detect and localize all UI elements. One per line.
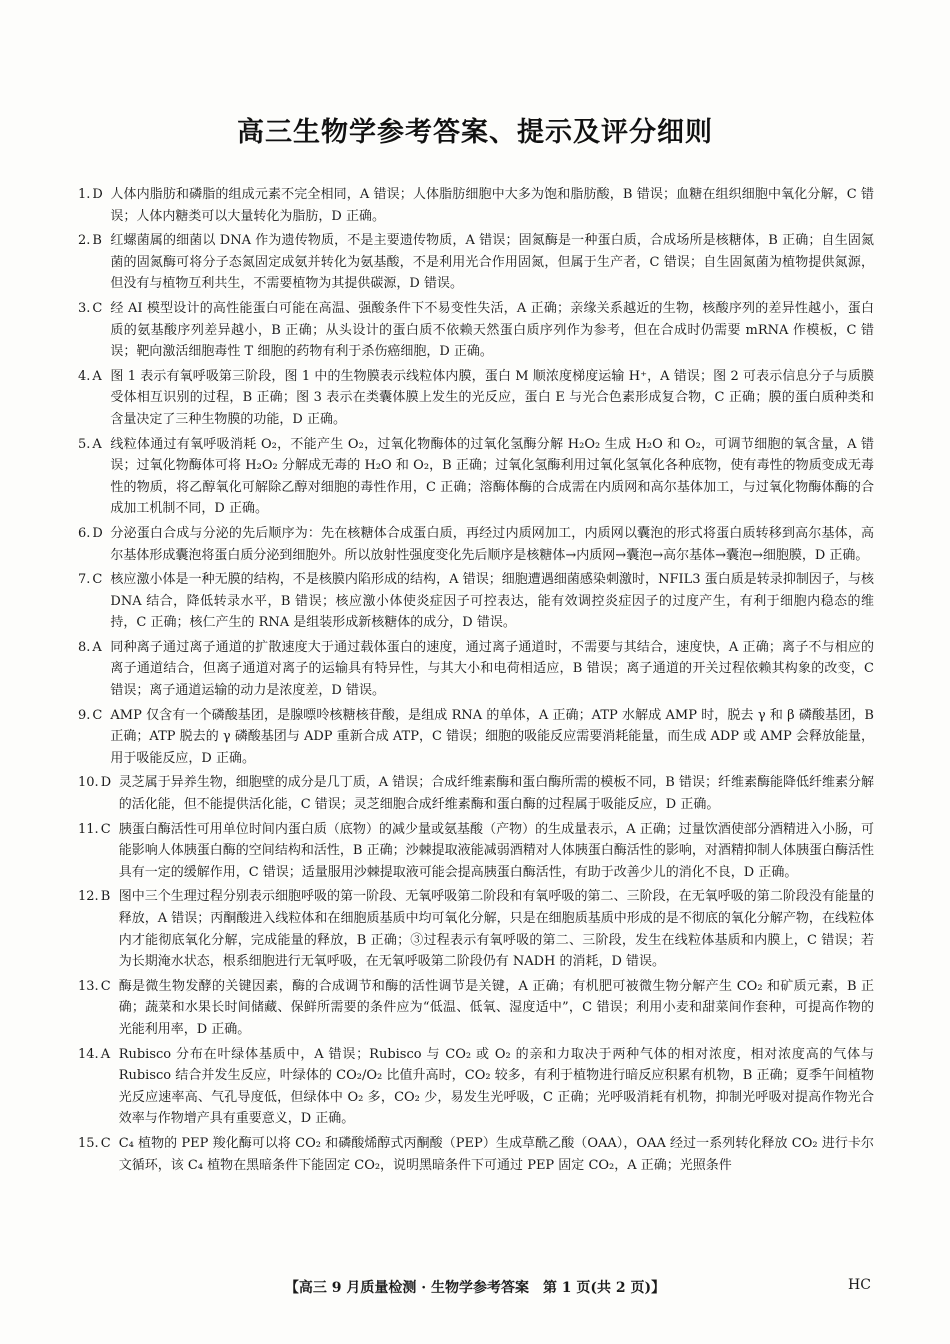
answer-letter: D bbox=[100, 775, 112, 791]
footer-page-info: 【高三 9 月质量检测 · 生物学参考答案 第 1 页(共 2 页)】 bbox=[284, 1280, 666, 1296]
answer-item bbox=[78, 772, 874, 815]
answer-explanation: 线粒体通过有氧呼吸消耗 O₂，不能产生 O₂，过氧化物酶体的过氧化氢酶分解 H₂O₂ 生成 H₂O 和 O₂，可调节细胞的氧含量，A 错误；过氧化物酶体可将 H₂O₂ 分解成无毒的 H₂O 和 O₂，B 正确；过氧化氢酶利用过氧化氢氧化各种底物，使有毒性的物质变成无毒性的物质，将乙醇氧化可解除乙醇对细胞的毒性作用，C 正确；溶酶体酶的合成需在内质网和高尔基体加工，与过氧化物酶体酶的合成加工机制不同，D 正确。 bbox=[110, 436, 874, 517]
page-footer bbox=[0, 1277, 950, 1301]
question-number: 11. bbox=[78, 821, 99, 837]
answer-letter: A bbox=[92, 368, 102, 384]
answer-item bbox=[78, 366, 874, 431]
question-number: 13. bbox=[78, 978, 99, 994]
answer-explanation: 红螺菌属的细菌以 DNA 作为遗传物质，不是主要遗传物质，A 错误；固氮酶是一种蛋白质，合成场所是核糖体，B 正确；自生固氮菌的固氮酶可将分子态氮固定成氨并转化为氨基酸，不是利用光合作用固氮，但属于生产者，C 错误；自生固氮菌为植物提供氮源，但没有与植物互利共生，不需要植物为其提供碳源，D 错误。 bbox=[110, 233, 874, 292]
answer-letter: A bbox=[92, 436, 102, 452]
question-number: 4. bbox=[78, 368, 91, 384]
page-title: 高三生物学参考答案、提示及评分细则 bbox=[237, 117, 713, 148]
answer-item bbox=[78, 1044, 874, 1130]
answer-item bbox=[78, 1133, 874, 1176]
answer-letter: C bbox=[100, 978, 111, 994]
answer-item bbox=[78, 976, 874, 1041]
question-number: 14. bbox=[78, 1046, 99, 1062]
answer-letter: B bbox=[92, 233, 102, 249]
answer-letter: A bbox=[100, 1046, 111, 1062]
question-number: 6. bbox=[78, 525, 91, 541]
footer-code: HC bbox=[848, 1277, 871, 1293]
answer-list bbox=[78, 184, 874, 1179]
answer-explanation: 灵芝属于异养生物，细胞壁的成分是几丁质，A 错误；合成纤维素酶和蛋白酶所需的模板不同，B 错误；纤维素酶能降低纤维素分解的活化能，但不能提供活化能，C 错误；灵芝细胞合成纤维素酶和蛋白酶的过程属于吸能反应，D 正确。 bbox=[118, 775, 874, 813]
question-number: 2. bbox=[78, 233, 91, 249]
answer-explanation: 同种离子通过离子通道的扩散速度大于通过载体蛋白的速度，通过离子通道时，不需要与其结合，速度快，A 正确；离子不与相应的离子通道结合，但离子通道对离子的运输具有特异性，与其大小和电荷相适应，B 错误；离子通道的开关过程依赖其构象的改变，C 错误；离子通道运输的动力是浓度差，D 错误。 bbox=[110, 639, 874, 699]
answer-explanation: 图 1 表示有氧呼吸第三阶段，图 1 中的生物膜表示线粒体内膜，蛋白 M 顺浓度梯度运输 H⁺，A 错误；图 2 可表示信息分子与质膜受体相互识别的过程，B 正确；图 3 表示在类囊体膜上发生的光反应，蛋白 E 与光合色素形成复合物，C 正确；膜的蛋白质种类和含量决定了三种生物膜的功能，D 正确。 bbox=[110, 368, 874, 427]
answer-explanation: 酶是微生物发酵的关键因素，酶的合成调节和酶的活性调节是关键，A 正确；有机肥可被微生物分解产生 CO₂ 和矿质元素，B 正确；蔬菜和水果长时间储藏、保鲜所需要的条件应为“低温、低氧、湿度适中”，C 错误；利用小麦和甜菜间作套种，可提高作物的光能利用率，D 正确。 bbox=[118, 978, 874, 1037]
question-number: 1. bbox=[78, 187, 91, 202]
answer-item bbox=[78, 637, 874, 702]
answer-item bbox=[78, 184, 874, 227]
answer-explanation: 分泌蛋白合成与分泌的先后顺序为：先在核糖体合成蛋白质，再经过内质网加工，内质网以囊泡的形式将蛋白质转移到高尔基体，高尔基体形成囊泡将蛋白质分泌到细胞外。所以放射性强度变化先后顺序是核糖体→内质网→囊泡→高尔基体→囊泡→细胞膜，D 正确。 bbox=[110, 525, 874, 563]
question-number: 5. bbox=[78, 436, 91, 452]
question-number: 9. bbox=[78, 707, 91, 723]
answer-item bbox=[78, 523, 874, 566]
answer-explanation: C₄ 植物的 PEP 羧化酶可以将 CO₂ 和磷酸烯醇式丙酮酸（PEP）生成草酰乙酸（OAA），OAA 经过一系列转化释放 CO₂ 进行卡尔文循环，该 C₄ 植物在黑暗条件下能固定 CO₂，说明黑暗条件下可通过 PEP 固定 CO₂，A 正确；光照条件 bbox=[118, 1135, 874, 1173]
question-number: 8. bbox=[78, 639, 91, 655]
answer-explanation: 核应激小体是一种无膜的结构，不是核膜内陷形成的结构，A 错误；细胞遭遇细菌感染刺激时，NFIL3 蛋白质是转录抑制因子，与核 DNA 结合，降低转录水平，B 错误；核应激小体使炎症因子可控表达，能有效调控炎症因子的过度产生，有利于细胞内稳态的维持，C 正确；核仁产生的 RNA 是组装形成新核糖体的成分，D 错误。 bbox=[110, 572, 874, 631]
answer-item bbox=[78, 569, 874, 634]
answer-item bbox=[78, 230, 874, 295]
answer-letter: C bbox=[92, 707, 103, 723]
answer-item bbox=[78, 298, 874, 363]
answer-letter: B bbox=[100, 889, 111, 905]
answer-letter: A bbox=[92, 639, 102, 655]
answer-explanation: 胰蛋白酶活性可用单位时间内蛋白质（底物）的减少量或氨基酸（产物）的生成量表示，A 正确；过量饮酒使部分酒精进入小肠，可能影响人体胰蛋白酶的空间结构和活性，B 正确；沙棘提取液能减弱酒精对人体胰蛋白酶活性的影响，对酒精抑制人体胰蛋白酶活性具有一定的缓解作用，C 错误；适量服用沙棘提取液可能会提高胰蛋白酶活性，有助于改善少儿的消化不良，D 正确。 bbox=[118, 821, 874, 880]
answer-explanation: Rubisco 分布在叶绿体基质中，A 错误；Rubisco 与 CO₂ 或 O₂ 的亲和力取决于两种气体的相对浓度，相对浓度高的气体与 Rubisco 结合并发生反应，叶绿体的 CO₂/O₂ 比值升高时，CO₂ 较多，有利于植物进行暗反应积累有机物，B 正确；夏季午间植物光反应速率高、气孔导度低，但绿体中 O₂ 多，CO₂ 少，易发生光呼吸，C 正确；光呼吸消耗有机物，抑制光呼吸对提高作物光合效率与作物增产具有重要意义，D 正确。 bbox=[118, 1046, 874, 1127]
answer-letter: C bbox=[92, 300, 103, 316]
answer-explanation: 人体内脂肪和磷脂的组成元素不完全相同，A 错误；人体脂肪细胞中大多为饱和脂肪酸，B 错误；血糖在组织细胞中氧化分解，C 错误；人体内糖类可以大量转化为脂肪，D 正确。 bbox=[110, 187, 874, 224]
answer-item bbox=[78, 819, 874, 884]
question-number: 7. bbox=[78, 572, 91, 588]
answer-item bbox=[78, 434, 874, 520]
answer-letter: D bbox=[92, 525, 103, 541]
answer-explanation: 经 AI 模型设计的高性能蛋白可能在高温、强酸条件下不易变性失活，A 正确；亲缘关系越近的生物，核酸序列的差异性越小，蛋白质的氨基酸序列差异越小，B 正确；从头设计的蛋白质不依赖天然蛋白质序列作为参考，但在合成时仍需要 mRNA 作模板，C 错误；靶向激活细胞毒性 T 细胞的药物有利于杀伤癌细胞，D 正确。 bbox=[110, 300, 874, 360]
question-number: 10. bbox=[78, 775, 99, 791]
answer-letter: D bbox=[92, 187, 103, 202]
question-number: 15. bbox=[78, 1135, 99, 1151]
question-number: 3. bbox=[78, 300, 91, 316]
answer-letter: C bbox=[100, 821, 111, 837]
answer-explanation: 图中三个生理过程分别表示细胞呼吸的第一阶段、无氧呼吸第二阶段和有氧呼吸的第二、三阶段，在无氧呼吸的第二阶段没有能量的释放，A 错误；丙酮酸进入线粒体和在细胞质基质中均可氧化分解，只是在细胞质基质中形成的是不彻底的氧化分解产物，在线粒体内才能彻底氧化分解，完成能量的释放，B 正确；③过程表示有氧呼吸的第二、三阶段，发生在线粒体基质和内膜上，C 错误；若为长期淹水状态，根系细胞进行无氧呼吸，在无氧呼吸第二阶段仍有 NADH 的消耗，D 错误。 bbox=[118, 889, 874, 970]
question-number: 12. bbox=[78, 889, 99, 905]
answer-letter: C bbox=[92, 572, 103, 588]
answer-item bbox=[78, 886, 874, 972]
answer-letter: C bbox=[100, 1135, 111, 1151]
answer-explanation: AMP 仅含有一个磷酸基团，是腺嘌呤核糖核苷酸，是组成 RNA 的单体，A 正确；ATP 水解成 AMP 时，脱去 γ 和 β 磷酸基团，B 正确；ATP 脱去的 γ 磷酸基团与 ADP 重新合成 ATP，C 错误；细胞的吸能反应需要消耗能量，而生成 ADP 或 AMP 会释放能量，用于吸能反应，D 正确。 bbox=[110, 707, 874, 766]
answer-item bbox=[78, 705, 874, 770]
